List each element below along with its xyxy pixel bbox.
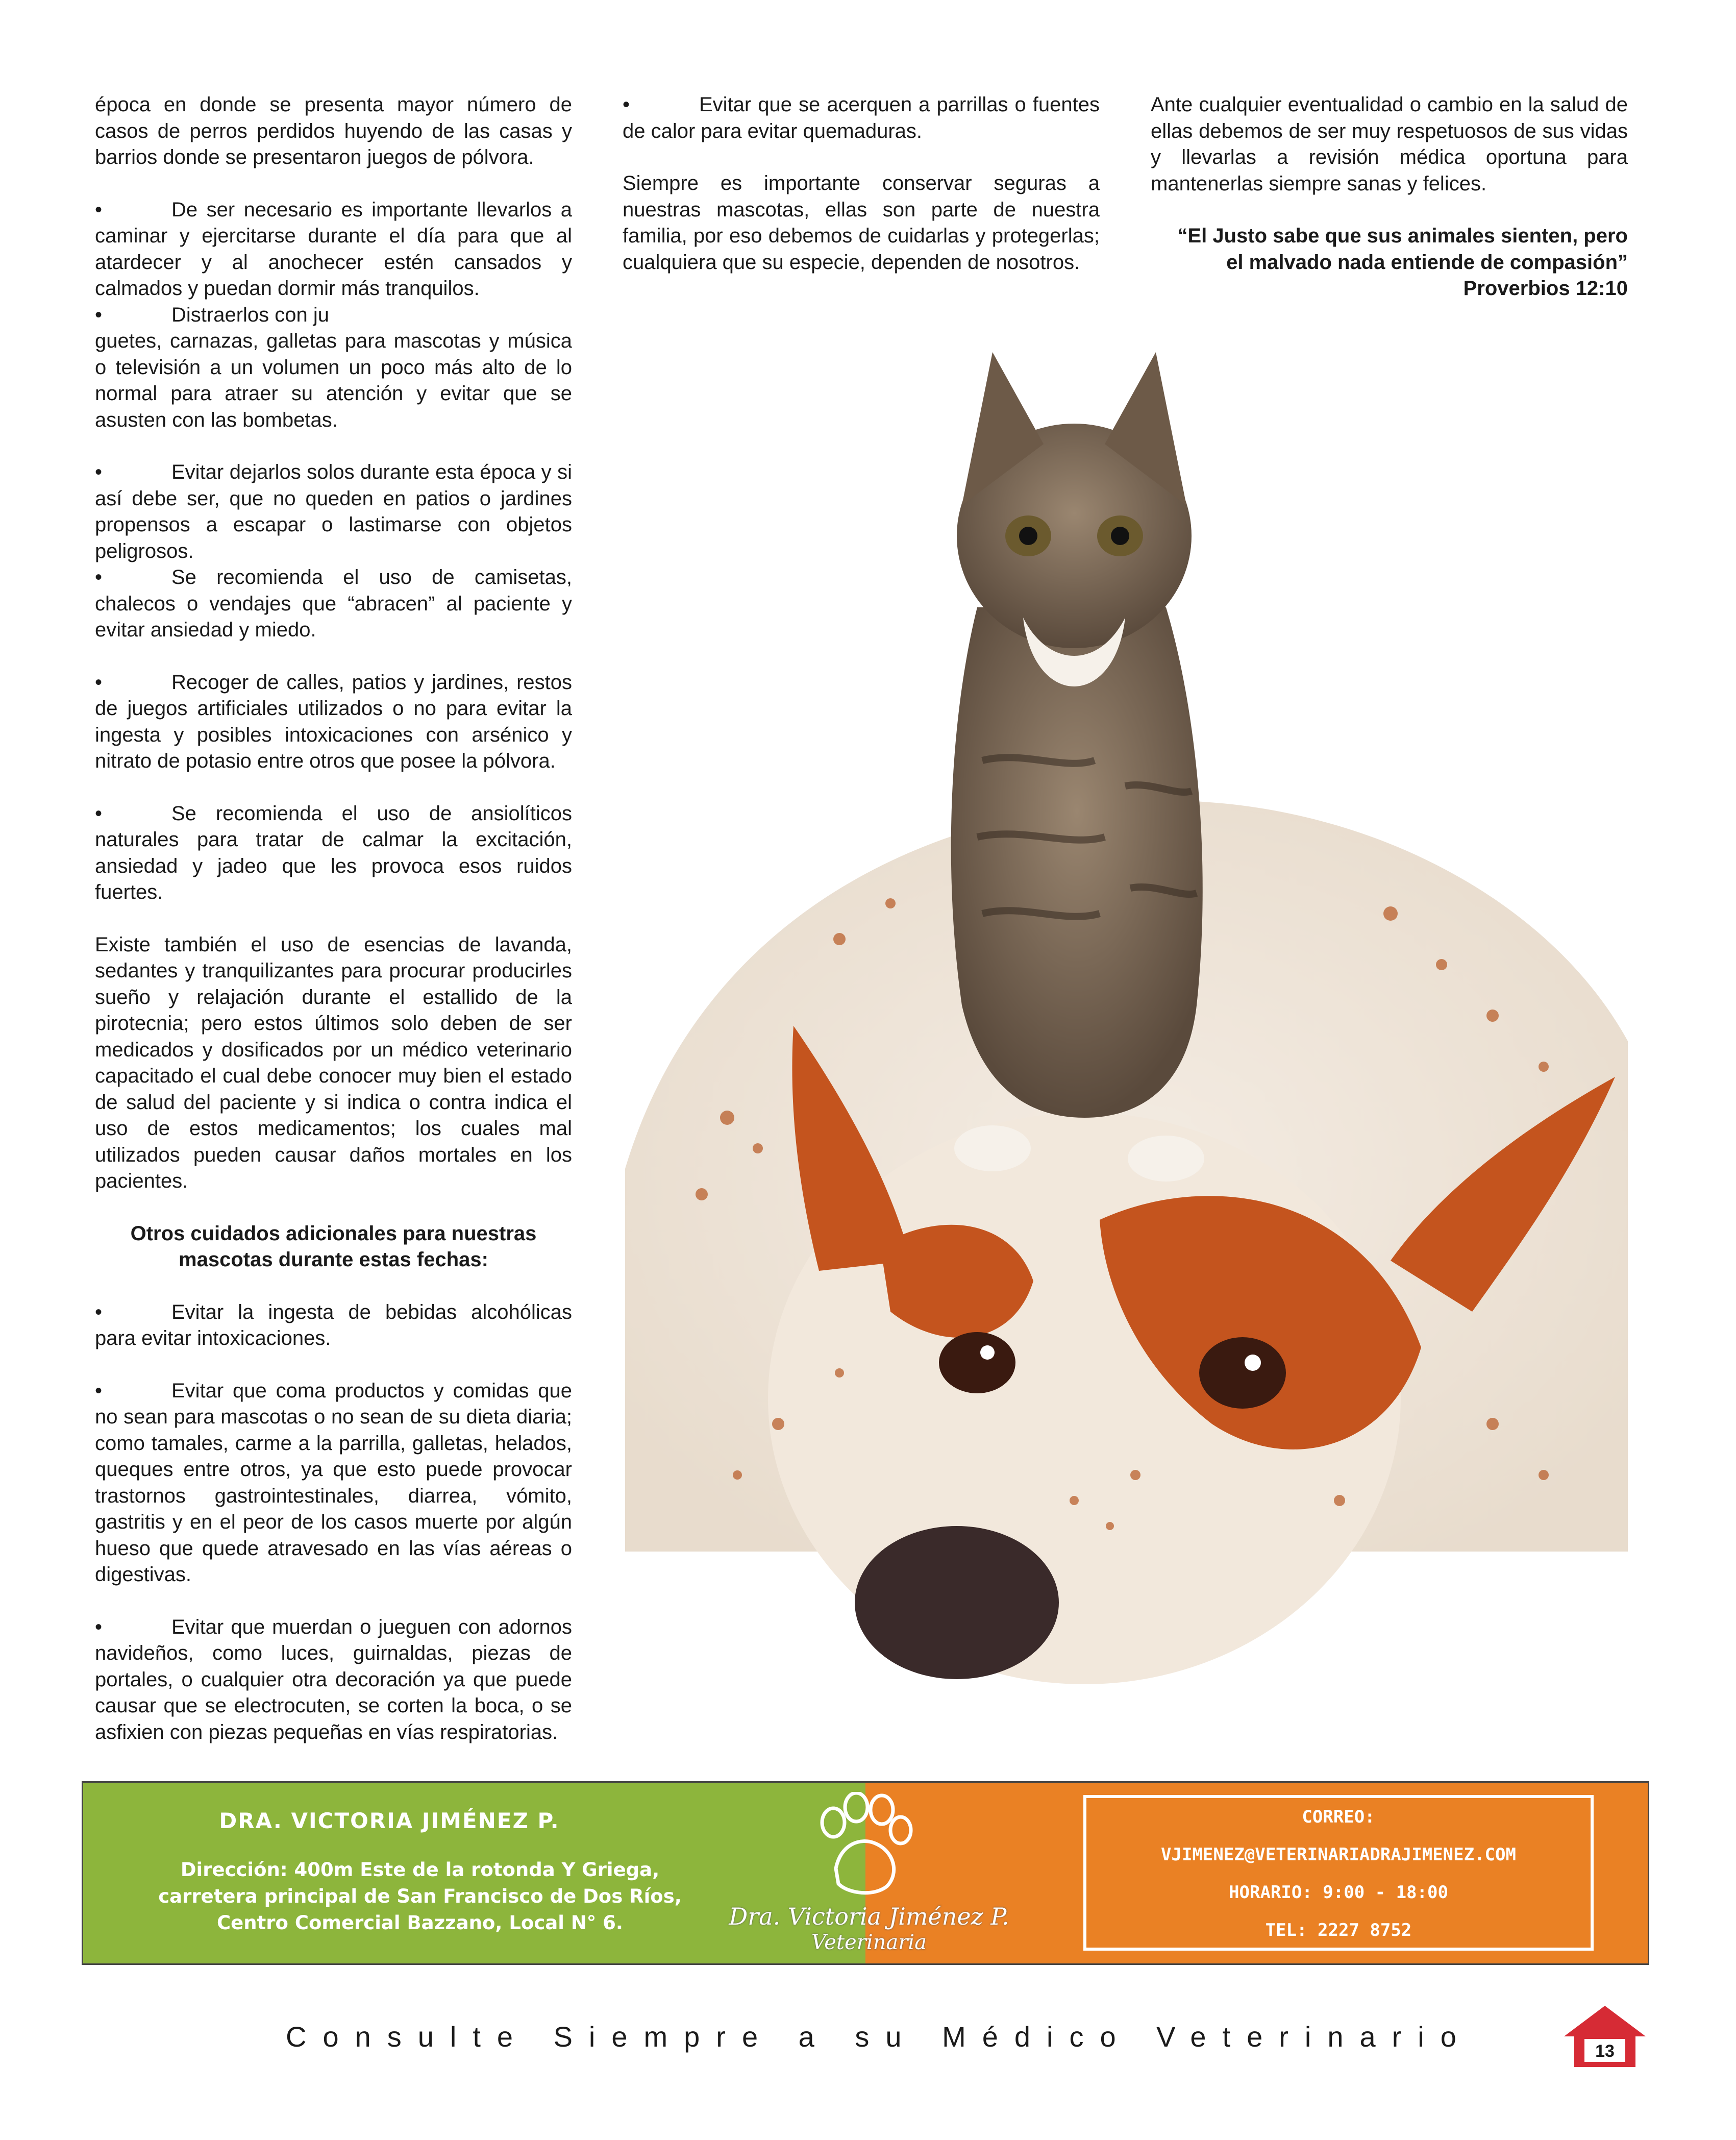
bullet-text: Se recomienda el uso de camisetas, chalecos o vendajes que “abracen” al paciente y evitar ansiedad y miedo. [95, 566, 572, 641]
bullet-mark: • [95, 566, 103, 588]
bullet-text: De ser necesario es importante llevarlos a caminar y ejercitarse durante el día para que al atardecer y al anochecer estén cansados y calmados y puedan dormir más tranquilos. [95, 198, 572, 300]
bullet-mark: • [95, 671, 103, 694]
article-column-2 [623, 92, 1100, 302]
clinic-doctor-name: DRA. VICTORIA JIMÉNEZ P. [219, 1808, 560, 1833]
bullet-item [623, 92, 1100, 144]
paragraph: Siempre es importante conservar seguras a nuestras mascotas, ellas son parte de nuestra familia, por eso debemos de cuidarlas y protegerlas; cualquiera que su especie, dependen de nosotros. [623, 172, 1100, 274]
bullet-continuation: guetes, carnazas, galletas para mascotas y música o televisión a un volumen un poco más alto de lo normal para atraer su atención y evitar que se asusten con las bombetas. [95, 330, 572, 431]
bullet-text: Recoger de calles, patios y jardines, restos de juegos artificiales utilizados o no para evitar la ingesta y posibles intoxicaciones con arsénico y nitrato de potasio entre otros que posee la pólvora. [95, 671, 572, 772]
email-link[interactable]: VJIMENEZ@VETERINARIADRAJIMENEZ.COM [1161, 1844, 1516, 1865]
contact-box [1083, 1795, 1594, 1951]
paw-logo-icon [813, 1792, 915, 1899]
email-label: CORREO: [1302, 1807, 1375, 1827]
bullet-text: Evitar dejarlos solos durante esta época y si así debe ser, que no queden en patios o jardines propensos a escapar o lastimarse con objetos peligrosos. [95, 461, 572, 562]
quote-line: el malvado nada entiende de compasión” [1226, 251, 1628, 274]
bullet-item [95, 1614, 572, 1746]
phone-number[interactable]: TEL: 2227 8752 [1265, 1920, 1412, 1940]
bullet-mark: • [95, 802, 103, 825]
section-subheading: Otros cuidados adicionales para nuestras mascotas durante estas fechas: [130, 1222, 537, 1271]
bullet-text: Distraerlos con ju [171, 303, 330, 326]
paragraph: Ante cualquier eventualidad o cambio en la salud de ellas debemos de ser muy respetuosos de sus vidas y llevarlas a revisión médica oportuna para mantenerlas siempre sanas y felices. [1151, 93, 1628, 195]
article-column-1 [95, 92, 572, 1745]
bullet-item [95, 197, 572, 302]
paragraph: época en donde se presenta mayor número de casos de perros perdidos huyendo de las casas y barrios donde se presentaron juegos de pólvora. [95, 93, 572, 168]
bullet-mark: • [95, 1379, 103, 1402]
address-line: Dirección: 400m Este de la rotonda Y Griega, [180, 1859, 660, 1881]
logo-name: Dra. Victoria Jiménez P. [729, 1903, 1009, 1930]
bullet-item [95, 1378, 572, 1588]
bullet-item [95, 564, 572, 644]
bullet-text: Se recomienda el uso de ansiolíticos naturales para tratar de calmar la excitación, ansiedad y jadeo que les provoca esos ruidos fuertes. [95, 802, 572, 903]
bullet-mark: • [95, 303, 103, 326]
article-column-3 [1151, 92, 1628, 302]
bullet-mark: • [95, 1300, 103, 1323]
bullet-mark: • [95, 461, 103, 483]
clinic-banner [82, 1781, 1649, 1965]
address-line: carretera principal de San Francisco de Dos Ríos, [158, 1885, 682, 1907]
bullet-item [95, 302, 572, 329]
bullet-text: Evitar la ingesta de bebidas alcohólicas para evitar intoxicaciones. [95, 1300, 572, 1349]
bullet-text: Evitar que muerdan o jueguen con adornos navideños, como luces, guirnaldas, piezas de portales, o cualquier otra decoración ya que puede causar que se electrocuten, se corten la boca, o se asfixien con piezas pequeñas en vías respiratorias. [95, 1615, 572, 1743]
paragraph: Existe también el uso de esencias de lavanda, sedantes y tranquilizantes para procurar producirles sueño y relajación durante el estallido de la pirotecnia; pero estos últimos solo deben de ser medicados y dosificados por un médico veterinario capacitado el cual debe conocer muy bien el estado de salud del paciente y si indica o contra indica el uso de estos medicamentos; los cuales mal utilizados pueden causar daños mortales en los pacientes. [95, 933, 572, 1192]
address-line: Centro Comercial Bazzano, Local N° 6. [217, 1912, 623, 1934]
bullet-item [95, 801, 572, 906]
footer-tagline: Consulte Siempre a su Médico Veterinario [286, 2021, 1473, 2053]
bullet-mark: • [623, 93, 630, 116]
bullet-text: Evitar que coma productos y comidas que no sean para mascotas o no sean de su dieta diaria; como tamales, carme a la parrilla, galletas, helados, queques entre otros, ya que esto puede provocar trastornos gastrointestinales, diarrea, vómito, gastritis y en el peor de los casos muerte por algún hueso que quede atravesado en las vías aéreas o digestivas. [95, 1379, 572, 1586]
bullet-item [95, 670, 572, 775]
bullet-text: Evitar que se acerquen a parrillas o fuentes de calor para evitar quemaduras. [623, 93, 1100, 142]
quote-line: “El Justo sabe que sus animales sienten, pero [1177, 225, 1628, 247]
bible-quote [1151, 223, 1628, 302]
opening-hours: HORARIO: 9:00 - 18:00 [1229, 1882, 1448, 1903]
bullet-item [95, 459, 572, 564]
bullet-mark: • [95, 1615, 103, 1638]
quote-source: Proverbios 12:10 [1463, 277, 1628, 300]
bullet-item [95, 1299, 572, 1352]
clinic-address [114, 1857, 726, 1936]
logo-subtitle: Veterinaria [811, 1931, 927, 1954]
page-number: 13 [1595, 2041, 1615, 2061]
house-page-number-icon [1561, 2003, 1648, 2070]
bullet-mark: • [95, 198, 103, 221]
cat-and-dog-photo [625, 352, 1628, 1766]
